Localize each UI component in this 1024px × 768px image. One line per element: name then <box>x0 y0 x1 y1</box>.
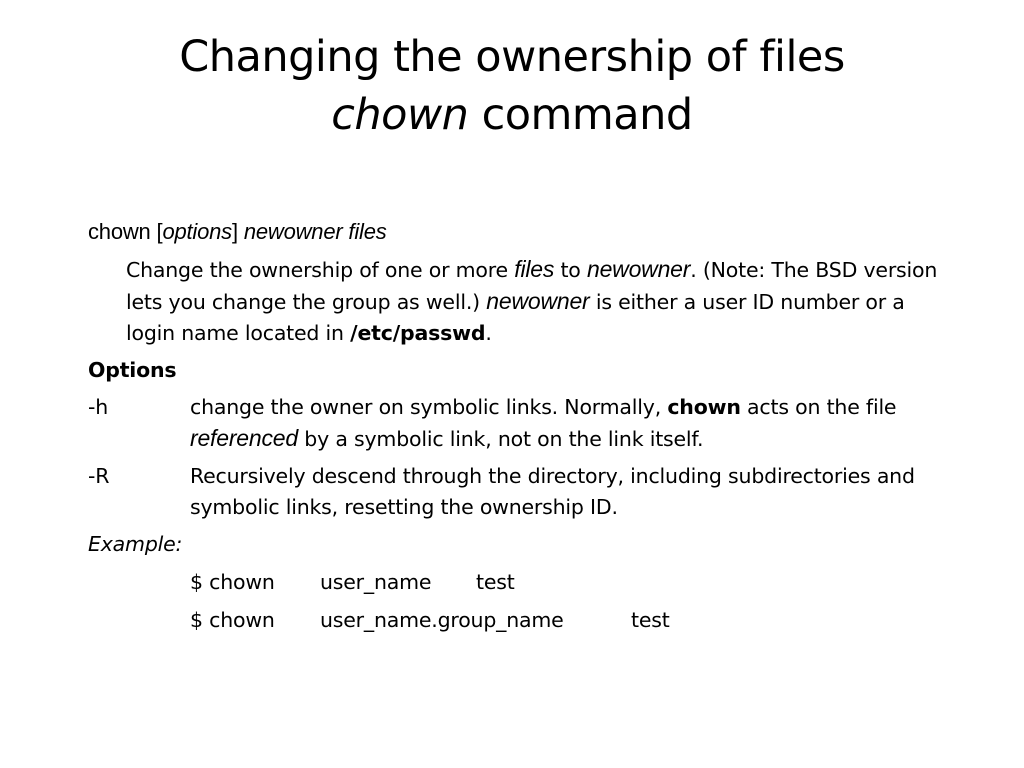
option-row <box>88 461 948 523</box>
example-command <box>88 567 948 598</box>
example-label: Example: <box>88 532 183 556</box>
example-command <box>88 605 948 636</box>
title-command-name: chown <box>331 90 469 140</box>
option-text: change the owner on symbolic links. Normally, <box>190 395 668 419</box>
option-flag: -R <box>88 464 110 488</box>
syntax-bracket-close: ] <box>231 219 244 244</box>
title-command-suffix: command <box>468 90 693 140</box>
command-syntax <box>88 214 948 250</box>
title-line-2 <box>0 86 1024 144</box>
example-command-name: $ chown <box>190 570 275 594</box>
option-text: by a symbolic link, not on the link itself. <box>297 427 704 451</box>
desc-text-4: is either a user ID number or a login name located in <box>126 290 905 345</box>
option-description: Recursively descend through the directory, including subdirectories and symbolic links, resetting the ownership ID. <box>190 464 915 519</box>
syntax-options: options <box>162 219 232 244</box>
slide-body <box>88 214 948 643</box>
option-text: acts on the file <box>740 395 897 419</box>
desc-path: /etc/passwd <box>350 321 486 345</box>
desc-text-5: . <box>485 321 492 345</box>
title-line-1: Changing the ownership of files <box>179 32 845 82</box>
example-argument: user_name.group_name <box>320 608 564 632</box>
option-italic-word: referenced <box>190 425 298 451</box>
option-description <box>190 392 948 455</box>
option-bold-command: chown <box>667 395 741 419</box>
command-description <box>88 254 946 349</box>
syntax-command: chown <box>88 219 151 244</box>
option-row <box>88 392 948 455</box>
example-target: test <box>476 570 515 594</box>
desc-text-2: to <box>554 258 587 282</box>
desc-text-1: Change the ownership of one or more <box>126 258 515 282</box>
desc-files: files <box>514 256 555 282</box>
slide-title <box>0 28 1024 144</box>
desc-text-3: . (Note: The BSD version lets you change the group as well.) <box>126 258 938 314</box>
example-command-name: $ chown <box>190 608 275 632</box>
syntax-arguments: newowner files <box>243 219 387 244</box>
example-target: test <box>631 608 670 632</box>
option-flag: -h <box>88 395 108 419</box>
desc-newowner-2: newowner <box>486 288 590 314</box>
options-heading: Options <box>88 358 177 382</box>
syntax-bracket-open: [ <box>150 219 163 244</box>
example-argument: user_name <box>320 570 432 594</box>
desc-newowner-1: newowner <box>586 256 691 282</box>
